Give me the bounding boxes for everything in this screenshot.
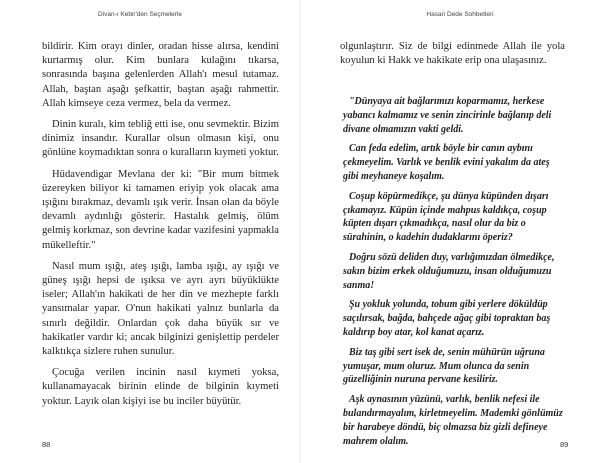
left-page-body — [42, 40, 279, 416]
left-paragraph: Çocuğa verilen incinin nasıl kıymeti yoksa, kullanamayacak birinin elinde de bilginin kıymeti yoktur. Layık olan kişiyi ise bu inciler büyütür. — [42, 367, 279, 407]
left-paragraph: Nasıl mum ışığı, ateş ışığı, lamba ışığı, ay ışığı ve güneş ışığı hepsi de ışıksa ve ayrı ayrı büyüklükte iseler; Allah'ın hakikati de her din ve mezhepte farklı yansımalar yapar. O'nun hakikati yalnız bunlarla da sınırlı değildir. Onlardan çok daha büyük sır ve hakikatler vardır ki; ancak bilginizi genişlettip perdeler kalktıkça sizlere ruhen sunulur. — [42, 260, 279, 358]
left-paragraph: Hüdavendigar Mevlana der ki: "Bir mum bitmek üzereyken biliyor ki tamamen eriyip yok olacak ama ışığını bırakmaz, devamlı ışık verir. İnsan olan da böyle devamlı aydınlığı gösterir. Hastalık gelmiş, ölüm gelmiş korkmaz, son devrine kadar vazifesini yapmakla mükelleftir." — [42, 168, 279, 251]
poem-stanza: Aşk aynasının yüzünü, varlık, benlik nefesi ile bulandırmayalım, kirletmeyelim. Mademki gönlümüz bir harabeye döndü, biç olmazsa biz gizli defineye mahrem olalım. — [343, 394, 563, 447]
left-paragraph: bildirir. Kim orayı dinler, oradan hisse alırsa, kendini kurtarmış olur. Kim bunlara kulağını tıkarsa, sonrasında başına gelenlerden Allah'ı mesul tutamaz. Allah, baştan aşağı şefkattir, baştan aşağı rahmettir. Allah kimseye ceza vermez, bela da vermez. — [42, 41, 279, 109]
poem-stanza: Can feda edelim, artık böyle bir canın aybını çekmeyelim. Varlık ve benlik evini yakalım da ateş gibi meyhaneye koşalım. — [343, 143, 550, 182]
right-running-header: Hasan Dede Sohbetleri — [426, 11, 494, 18]
left-paragraph: Dinin kuralı, kim tebliğ etti ise, onu sevmektir. Bizim dinimiz insandır. Kurallar olsun olmasın kişi, onu gönlüne koymadıktan sonra o kuralların kıymeti yoktur. — [42, 119, 279, 159]
right-page-intro — [340, 40, 565, 68]
poem-stanza: Şu yokluk yolunda, tobum gibi yerlere döküldüp saçılırsak, bağda, bahçede ağaç gibi topraktan baş kaldırıp boy atar, kol kanat açarız. — [343, 299, 551, 338]
left-running-header: Divan-ı Kebir'den Seçmelerle — [98, 11, 182, 18]
poem-block — [343, 95, 565, 454]
poem-stanza: Biz taş gibi sert isek de, senin mühürün uğruna yumuşar, mum oluruz. Mum olunca da senin güzelliğinin nuruna pervane kesiliriz. — [343, 346, 545, 386]
left-page-number: 88 — [42, 440, 51, 449]
poem-stanza: Doğru sözü deliden duy, varlığımızdan ölmedikçe, sakın bizim erkek olduğumuzu, insan olduğumuzu sanma! — [343, 251, 555, 291]
right-intro-paragraph: olgunlaştırır. Siz de bilgi edinmede Allah ile yola koyulun ki Hakk ve hakikate erip ona ulaşasınız. — [340, 41, 565, 67]
poem-stanza: "Dünyaya ait bağlarımızı koparmamız, herkese yabancı kalmamız ve senin zincirinle bağlanıp deli divane olmamızın vakti geldi. — [343, 96, 552, 135]
poem-stanza: Coşup köpürmedikçe, şu dünya küpünden dışarı çıkamayız. Küpün içinde mahpus kaldıkça, coşup küpten dışarı çıkmadıkça, nasıl olur da biz o sürahinin, o kadehin dudaklarını öperiz? — [343, 190, 549, 244]
right-page-number: 89 — [560, 440, 569, 449]
